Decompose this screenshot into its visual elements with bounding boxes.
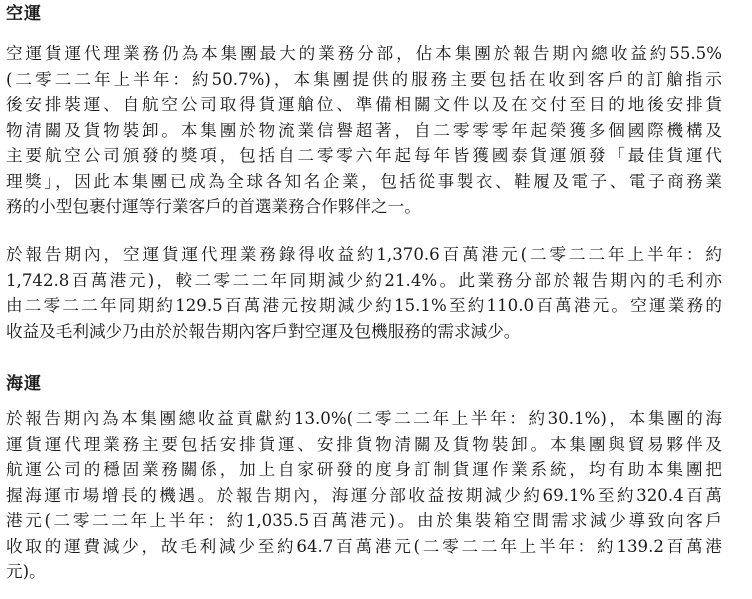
paragraph-air-overview — [6, 41, 722, 220]
text-line: 於報告期內，空運貨運代理業務錄得收益約1,370.6百萬港元(二零二二年上半年：約 — [6, 245, 722, 264]
section-heading-sea: 海運 — [6, 374, 42, 394]
text-line: 收取的運費減少，故毛利減少至約64.7百萬港元(二零二二年上半年：約139.2百萬港 — [6, 536, 722, 556]
paragraph-air-results — [6, 242, 722, 344]
text-line: 運貨運代理業務主要包括安排貨運、安排貨物清關及貨物裝卸。本集團與貿易夥伴及 — [6, 434, 722, 454]
text-line: 理獎」，因此本集團已成為全球各知名企業，包括從事製衣、鞋履及電子、電子商務業 — [6, 171, 722, 191]
text-line: 1,742.8百萬港元)，較二零二二年同期減少約21.4%。此業務分部於報告期內的毛利亦 — [6, 270, 722, 290]
text-line: 收益及毛利減少乃由於於報告期內客戶對空運及包機服務的需求減少。 — [6, 321, 521, 341]
text-line: (二零二二年上半年：約50.7%)，本集團提供的服務主要包括在收到客戶的訂艙指示 — [6, 69, 722, 89]
text-line: 航運公司的穩固業務關係，加上自家研發的度身訂制貨運作業系統，均有助本集團把 — [6, 460, 722, 479]
paragraph-sea-overview — [6, 406, 722, 585]
text-line: 握海運市場增長的機遇。於報告期內，海運分部收益按期減少約69.1%至約320.4百萬 — [6, 485, 722, 505]
text-line: 由二零二二年同期約129.5百萬港元按期減少約15.1%至約110.0百萬港元。空運業務的 — [6, 296, 722, 315]
text-line: 港元(二零二二年上半年：約1,035.5百萬港元)。由於集裝箱空間需求減少導致向客戶 — [6, 511, 722, 530]
section-heading-air: 空運 — [6, 4, 42, 24]
text-line: 空運貨運代理業務仍為本集團最大的業務分部，佔本集團於報告期內總收益約55.5% — [6, 44, 722, 63]
text-line: 元)。 — [6, 562, 46, 581]
text-line: 物清關及貨物裝卸。本集團於物流業信譽超著，自二零零零年起榮獲多個國際機構及 — [6, 120, 722, 140]
text-line: 務的小型包裹付運等行業客戶的首選業務合作夥伴之一。 — [6, 197, 421, 216]
text-line: 主要航空公司頒發的獎項，包括自二零零六年起每年皆獲國泰貨運頒發「最佳貨運代 — [6, 146, 722, 165]
text-line: 後安排裝運、自航空公司取得貨運艙位、準備相關文件以及在交付至目的地後安排貨 — [6, 95, 722, 114]
text-line: 於報告期內為本集團總收益貢獻約13.0%(二零二二年上半年：約30.1%)，本集團的海 — [6, 409, 722, 428]
